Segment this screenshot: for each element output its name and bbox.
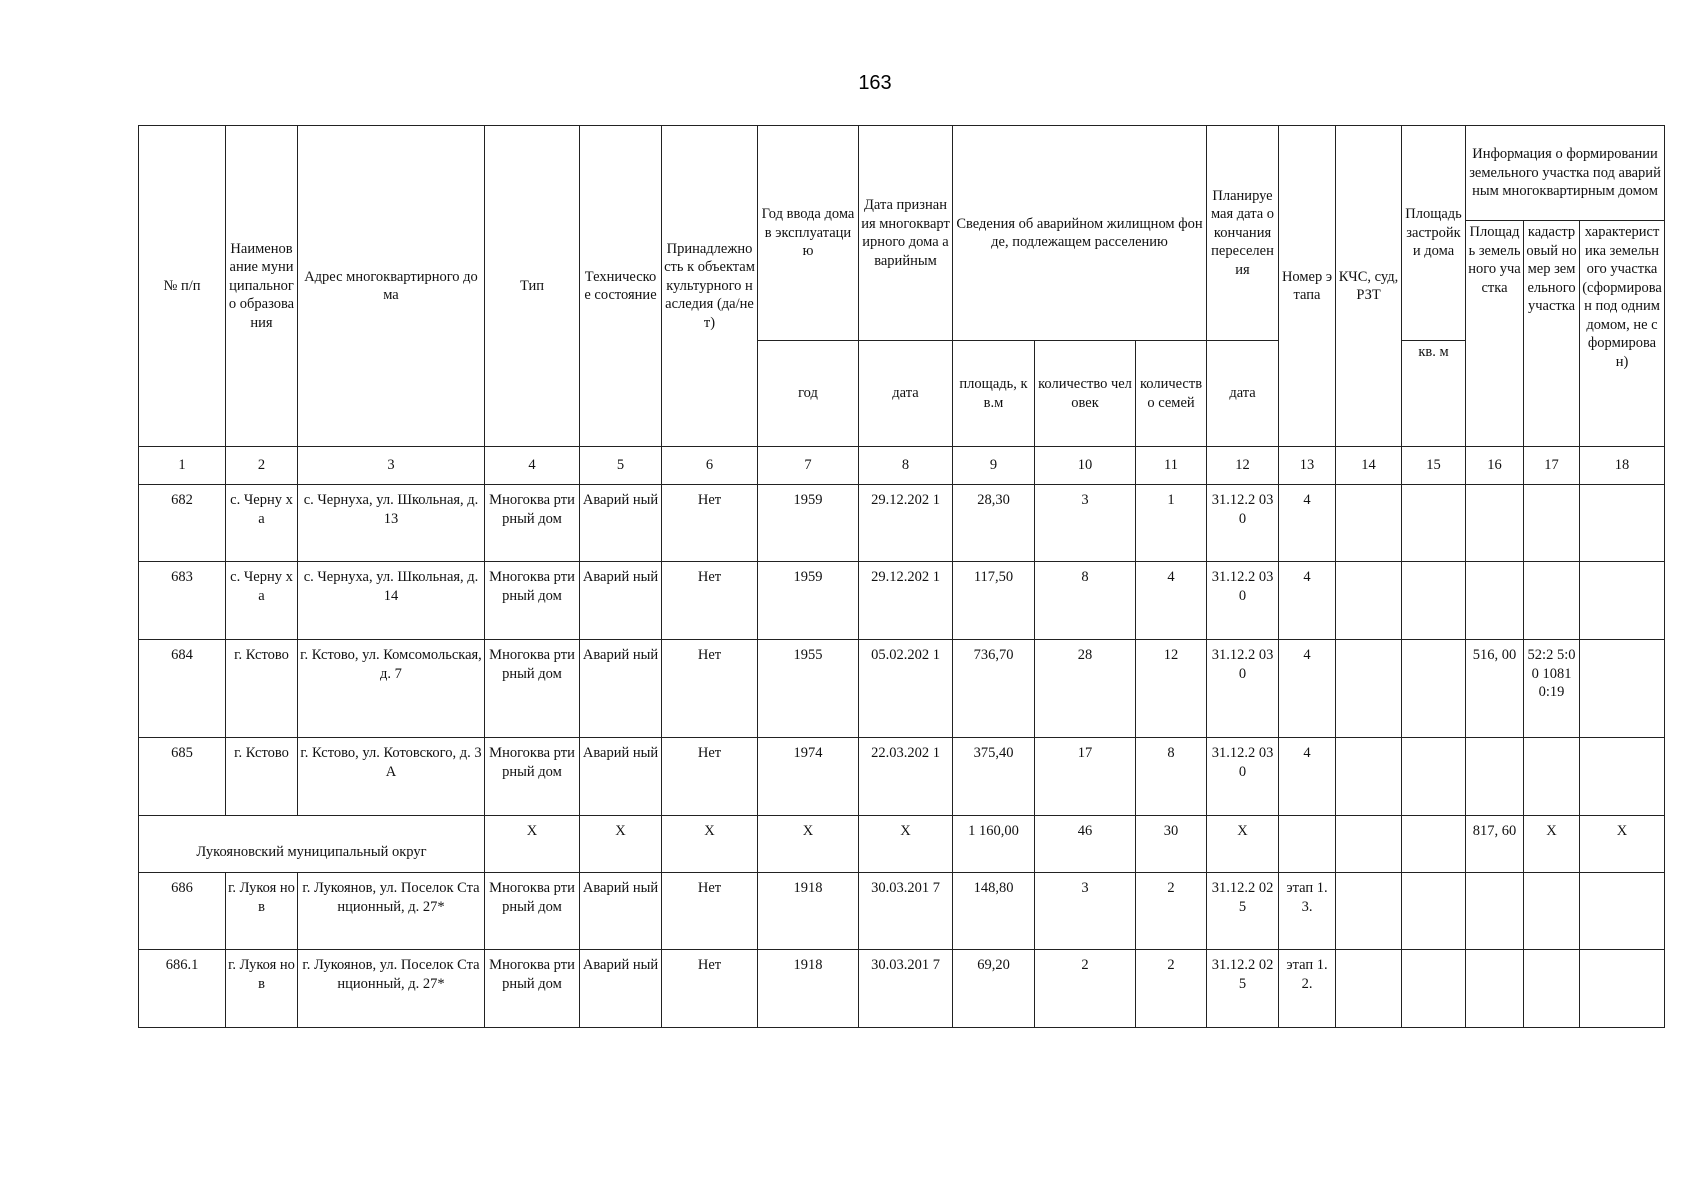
cell-area: 117,50	[953, 562, 1035, 640]
subtotal-type: X	[485, 816, 580, 873]
cell-characteristic	[1580, 873, 1665, 950]
cell-families: 1	[1136, 485, 1207, 562]
cell-address: с. Чернуха, ул. Школьная, д. 14	[298, 562, 485, 640]
cell-stage: 4	[1279, 485, 1336, 562]
column-number: 8	[859, 447, 953, 485]
cell-stage: 4	[1279, 738, 1336, 816]
emergency-housing-table	[138, 125, 1665, 1028]
cell-state: Аварий ный	[580, 738, 662, 816]
subtotal-kchs	[1336, 816, 1402, 873]
cell-families: 12	[1136, 640, 1207, 738]
column-number: 9	[953, 447, 1035, 485]
cell-building-area	[1402, 485, 1466, 562]
cell-year: 1959	[758, 562, 859, 640]
table-row	[139, 640, 1665, 738]
cell-heritage: Нет	[662, 640, 758, 738]
cell-plot-area	[1466, 950, 1524, 1028]
table-row	[139, 873, 1665, 950]
cell-kchs	[1336, 485, 1402, 562]
cell-municipality: г. Лукоя нов	[226, 873, 298, 950]
cell-plot-area	[1466, 562, 1524, 640]
cell-number: 685	[139, 738, 226, 816]
cell-people: 3	[1035, 873, 1136, 950]
cell-state: Аварий ный	[580, 562, 662, 640]
cell-address: г. Лукоянов, ул. Поселок Станционный, д. 27*	[298, 873, 485, 950]
header-building-area: Площадь застройки дома	[1402, 126, 1466, 341]
subtotal-date: X	[859, 816, 953, 873]
header-plot-characteristic: характеристика земельного участка (сформирован под одним домом, не сформирован)	[1580, 221, 1665, 447]
unit-year: год	[758, 341, 859, 447]
cell-kchs	[1336, 873, 1402, 950]
cell-families: 2	[1136, 873, 1207, 950]
column-number-row	[139, 447, 1665, 485]
cell-number: 682	[139, 485, 226, 562]
cell-building-area	[1402, 738, 1466, 816]
cell-address: с. Чернуха, ул. Школьная, д. 13	[298, 485, 485, 562]
header-heritage: Принадлежность к объектам культурного наследия (да/нет)	[662, 126, 758, 447]
column-number: 2	[226, 447, 298, 485]
subtotal-people: 46	[1035, 816, 1136, 873]
cell-characteristic	[1580, 485, 1665, 562]
cell-type: Многоква ртирный дом	[485, 873, 580, 950]
cell-number: 686.1	[139, 950, 226, 1028]
page-number: 163	[858, 72, 892, 94]
unit-families: количество семей	[1136, 341, 1207, 447]
cell-municipality: с. Черну ха	[226, 485, 298, 562]
cell-date: 30.03.201 7	[859, 950, 953, 1028]
column-number: 11	[1136, 447, 1207, 485]
cell-type: Многоква ртирный дом	[485, 640, 580, 738]
cell-year: 1955	[758, 640, 859, 738]
cell-number: 686	[139, 873, 226, 950]
cell-characteristic	[1580, 640, 1665, 738]
column-number: 13	[1279, 447, 1336, 485]
column-number: 3	[298, 447, 485, 485]
cell-municipality: г. Кстово	[226, 738, 298, 816]
table-row	[139, 485, 1665, 562]
cell-heritage: Нет	[662, 562, 758, 640]
cell-date: 05.02.202 1	[859, 640, 953, 738]
header-land-plot-group: Информация о формировании земельного участка под аварийным многоквартирным домом	[1466, 126, 1665, 221]
cell-date: 29.12.202 1	[859, 562, 953, 640]
unit-building-area: кв. м	[1402, 341, 1466, 447]
column-number: 5	[580, 447, 662, 485]
cell-end-date: 31.12.2 030	[1207, 485, 1279, 562]
cell-number: 684	[139, 640, 226, 738]
cell-kchs	[1336, 562, 1402, 640]
cell-address: г. Лукоянов, ул. Поселок Станционный, д. 27*	[298, 950, 485, 1028]
cell-kchs	[1336, 640, 1402, 738]
cell-year: 1918	[758, 950, 859, 1028]
cell-building-area	[1402, 640, 1466, 738]
cell-cadastral	[1524, 950, 1580, 1028]
cell-building-area	[1402, 873, 1466, 950]
cell-state: Аварий ный	[580, 485, 662, 562]
cell-date: 29.12.202 1	[859, 485, 953, 562]
subtotal-plot-area: 817, 60	[1466, 816, 1524, 873]
header-row-number: № п/п	[139, 126, 226, 447]
subtotal-label: Лукояновский муниципальный округ	[139, 816, 485, 873]
cell-area: 69,20	[953, 950, 1035, 1028]
header-cadastral-number: кадастровый номер земельного участка	[1524, 221, 1580, 447]
unit-people: количество человек	[1035, 341, 1136, 447]
cell-area: 148,80	[953, 873, 1035, 950]
subtotal-year: X	[758, 816, 859, 873]
column-number: 1	[139, 447, 226, 485]
cell-state: Аварий ный	[580, 873, 662, 950]
cell-people: 8	[1035, 562, 1136, 640]
cell-stage: этап 1.2.	[1279, 950, 1336, 1028]
cell-date: 22.03.202 1	[859, 738, 953, 816]
cell-year: 1959	[758, 485, 859, 562]
subtotal-families: 30	[1136, 816, 1207, 873]
header-emergency-date: Дата признания многоквартирного дома аварийным	[859, 126, 953, 341]
unit-end-date: дата	[1207, 341, 1279, 447]
cell-municipality: г. Кстово	[226, 640, 298, 738]
cell-end-date: 31.12.2 030	[1207, 640, 1279, 738]
cell-people: 28	[1035, 640, 1136, 738]
cell-people: 17	[1035, 738, 1136, 816]
cell-year: 1974	[758, 738, 859, 816]
cell-plot-area	[1466, 485, 1524, 562]
cell-characteristic	[1580, 950, 1665, 1028]
cell-plot-area	[1466, 873, 1524, 950]
header-emergency-fund-group: Сведения об аварийном жилищном фонде, подлежащем расселению	[953, 126, 1207, 341]
header-address: Адрес многоквартирного дома	[298, 126, 485, 447]
cell-date: 30.03.201 7	[859, 873, 953, 950]
column-number: 17	[1524, 447, 1580, 485]
subtotal-heritage: X	[662, 816, 758, 873]
header-municipality: Наименование муниципального образования	[226, 126, 298, 447]
column-number: 18	[1580, 447, 1665, 485]
cell-type: Многоква ртирный дом	[485, 485, 580, 562]
subtotal-building-area	[1402, 816, 1466, 873]
column-number: 14	[1336, 447, 1402, 485]
cell-state: Аварий ный	[580, 640, 662, 738]
column-number: 7	[758, 447, 859, 485]
header-type: Тип	[485, 126, 580, 447]
column-number: 6	[662, 447, 758, 485]
cell-stage: 4	[1279, 562, 1336, 640]
subtotal-stage	[1279, 816, 1336, 873]
cell-address: г. Кстово, ул. Котовского, д. 3 А	[298, 738, 485, 816]
cell-type: Многоква ртирный дом	[485, 562, 580, 640]
subtotal-state: X	[580, 816, 662, 873]
header-stage-number: Номер этапа	[1279, 126, 1336, 447]
cell-heritage: Нет	[662, 950, 758, 1028]
subtotal-characteristic: X	[1580, 816, 1665, 873]
subtotal-area: 1 160,00	[953, 816, 1035, 873]
cell-state: Аварий ный	[580, 950, 662, 1028]
cell-area: 28,30	[953, 485, 1035, 562]
cell-cadastral	[1524, 873, 1580, 950]
cell-area: 375,40	[953, 738, 1035, 816]
cell-kchs	[1336, 950, 1402, 1028]
cell-address: г. Кстово, ул. Комсомольская, д. 7	[298, 640, 485, 738]
subtotal-end-date: X	[1207, 816, 1279, 873]
column-number: 12	[1207, 447, 1279, 485]
cell-stage: 4	[1279, 640, 1336, 738]
cell-end-date: 31.12.2 030	[1207, 562, 1279, 640]
unit-date: дата	[859, 341, 953, 447]
column-number: 4	[485, 447, 580, 485]
cell-people: 3	[1035, 485, 1136, 562]
cell-end-date: 31.12.2 025	[1207, 873, 1279, 950]
cell-type: Многоква ртирный дом	[485, 950, 580, 1028]
cell-families: 4	[1136, 562, 1207, 640]
subtotal-cadastral: X	[1524, 816, 1580, 873]
cell-number: 683	[139, 562, 226, 640]
cell-cadastral: 52:2 5:00 1081 0:19	[1524, 640, 1580, 738]
cell-plot-area	[1466, 738, 1524, 816]
cell-cadastral	[1524, 485, 1580, 562]
cell-plot-area: 516, 00	[1466, 640, 1524, 738]
cell-municipality: с. Черну ха	[226, 562, 298, 640]
header-plot-area: Площадь земельного участка	[1466, 221, 1524, 447]
cell-characteristic	[1580, 738, 1665, 816]
cell-heritage: Нет	[662, 485, 758, 562]
unit-area: площадь, кв.м	[953, 341, 1035, 447]
column-number: 16	[1466, 447, 1524, 485]
cell-type: Многоква ртирный дом	[485, 738, 580, 816]
table-row	[139, 738, 1665, 816]
column-number: 15	[1402, 447, 1466, 485]
header-year-built: Год ввода дома в эксплуатацию	[758, 126, 859, 341]
cell-cadastral	[1524, 562, 1580, 640]
header-planned-end-date: Планируемая дата окончания переселения	[1207, 126, 1279, 341]
cell-characteristic	[1580, 562, 1665, 640]
cell-families: 2	[1136, 950, 1207, 1028]
column-number: 10	[1035, 447, 1136, 485]
header-kchs: КЧС, суд, РЗТ	[1336, 126, 1402, 447]
cell-year: 1918	[758, 873, 859, 950]
cell-kchs	[1336, 738, 1402, 816]
cell-building-area	[1402, 950, 1466, 1028]
cell-people: 2	[1035, 950, 1136, 1028]
cell-families: 8	[1136, 738, 1207, 816]
cell-stage: этап 1.3.	[1279, 873, 1336, 950]
cell-heritage: Нет	[662, 873, 758, 950]
cell-end-date: 31.12.2 025	[1207, 950, 1279, 1028]
cell-end-date: 31.12.2 030	[1207, 738, 1279, 816]
table-row	[139, 950, 1665, 1028]
header-technical-state: Техническое состояние	[580, 126, 662, 447]
cell-building-area	[1402, 562, 1466, 640]
cell-municipality: г. Лукоя нов	[226, 950, 298, 1028]
cell-heritage: Нет	[662, 738, 758, 816]
cell-cadastral	[1524, 738, 1580, 816]
cell-area: 736,70	[953, 640, 1035, 738]
subtotal-row	[139, 816, 1665, 873]
table-row	[139, 562, 1665, 640]
